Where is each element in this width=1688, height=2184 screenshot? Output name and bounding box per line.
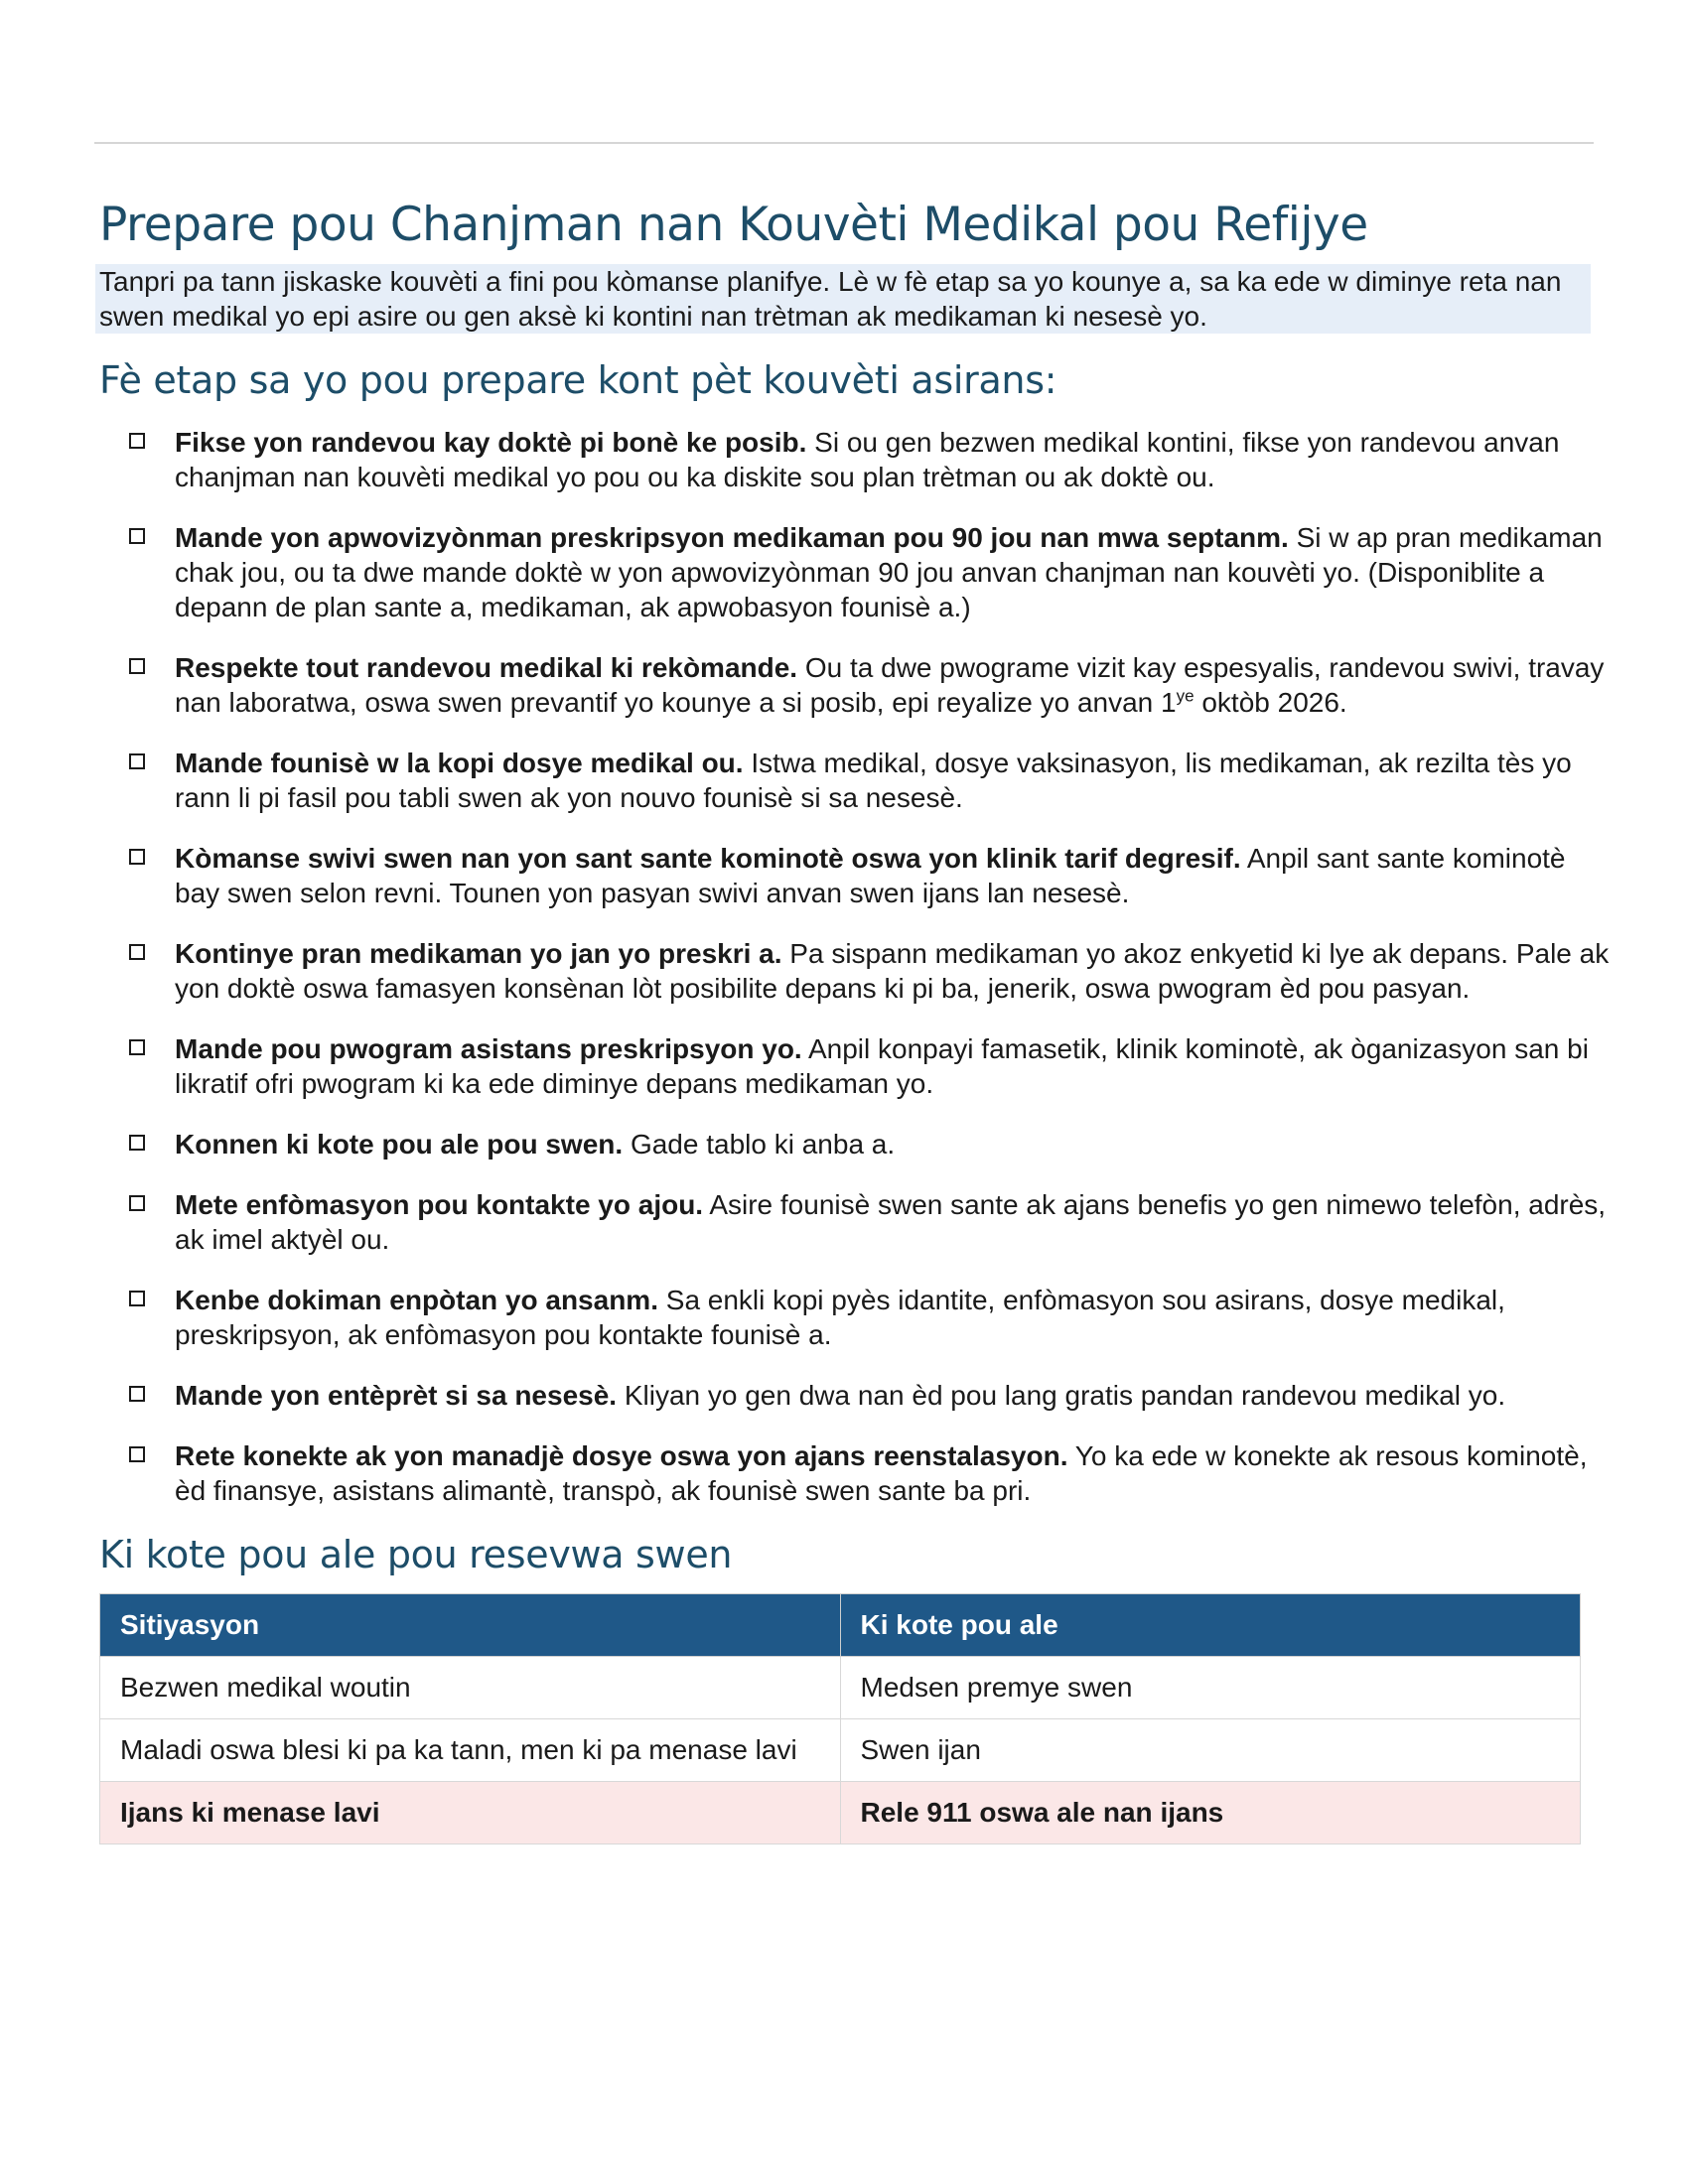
table-cell: Ijans ki menase lavi xyxy=(100,1782,841,1844)
checklist-item-text: Ou ta dwe pwograme vizit kay espesyalis, randevou swivi, travay nan laboratwa, oswa swen prevantif yo kounye a si posib, epi reyalize yo anvan 1 xyxy=(175,652,1605,718)
table-row xyxy=(100,1719,1581,1782)
checklist-item-text: Anpil sant sante kominotè bay swen selon revni. Tounen yon pasyan swivi anvan swen ijans lan nesesè. xyxy=(175,843,1566,908)
checkbox-icon xyxy=(129,1195,145,1211)
checklist-item xyxy=(99,936,1613,1006)
checklist-item-text: Gade tablo ki anba a. xyxy=(623,1129,896,1160)
checklist-item xyxy=(99,746,1613,815)
checklist-item-title: Mande yon entèprèt si sa nesesè. xyxy=(175,1380,618,1411)
checklist-item-text: Istwa medikal, dosye vaksinasyon, lis medikaman, ak rezilta tès yo rann li pi fasil pou tabli swen ak yon nouvo founisè si sa nesesè. xyxy=(175,748,1572,813)
checklist-item-title: Kenbe dokiman enpòtan yo ansanm. xyxy=(175,1285,658,1315)
checklist-item-text: Si ou gen bezwen medikal kontini, fikse yon randevou anvan chanjman nan kouvèti medikal yo pou ou ka diskite sou plan trètman ou ak doktè ou. xyxy=(175,427,1560,492)
care-heading: Ki kote pou ale pou resevwa swen xyxy=(99,1533,733,1576)
table-cell: Medsen premye swen xyxy=(840,1657,1581,1719)
checkbox-icon xyxy=(129,1386,145,1402)
checklist-item xyxy=(99,1378,1613,1413)
checklist-item-text: Pa sispann medikaman yo akoz enkyetid ki lye ak depans. Pale ak yon doktè oswa famasyen konsènan lòt posibilite depans ki pi ba, jenerik, oswa pwogram èd pou pasyan. xyxy=(175,938,1610,1004)
checklist-item-text-after: oktòb 2026. xyxy=(1194,687,1347,718)
checkbox-icon xyxy=(129,528,145,544)
checklist-item-text: Anpil konpayi famasetik, klinik kominotè, ak òganizasyon san bi likratif ofri pwogram ki ka ede diminye depans medikaman yo. xyxy=(175,1033,1589,1099)
table-cell: Maladi oswa blesi ki pa ka tann, men ki pa menase lavi xyxy=(100,1719,841,1782)
checkbox-icon xyxy=(129,1135,145,1151)
checklist-item-title: Mande founisè w la kopi dosye medikal ou. xyxy=(175,748,744,778)
checklist-item-text: Yo ka ede w konekte ak resous kominotè, èd finansye, asistans alimantè, transpò, ak founisè swen sante ba pri. xyxy=(175,1440,1588,1506)
checklist-item-title: Kontinye pran medikaman yo jan yo preskri a. xyxy=(175,938,782,969)
checklist-item-title: Mete enfòmasyon pou kontakte yo ajou. xyxy=(175,1189,704,1220)
checkbox-icon xyxy=(129,849,145,865)
intro-callout: Tanpri pa tann jiskaske kouvèti a fini pou kòmanse planifye. Lè w fè etap sa yo kounye a, sa ka ede w diminye reta nan swen medikal yo epi asire ou gen aksè ki kontini nan trètman ak medikaman ki nesesè yo. xyxy=(95,264,1591,334)
checkbox-icon xyxy=(129,1446,145,1462)
page-title: Prepare pou Chanjman nan Kouvèti Medikal pou Refijye xyxy=(99,198,1368,252)
checkbox-icon xyxy=(129,753,145,769)
checklist-item xyxy=(99,650,1613,720)
checklist-item xyxy=(99,1031,1613,1101)
steps-heading: Fè etap sa yo pou prepare kont pèt kouvèti asirans: xyxy=(99,358,1057,402)
checklist-item-title: Mande yon apwovizyònman preskripsyon medikaman pou 90 jou nan mwa septanm. xyxy=(175,522,1289,553)
checklist-item xyxy=(99,1438,1613,1508)
checklist-item xyxy=(99,520,1613,624)
care-table xyxy=(99,1593,1581,1844)
checklist-item-text: Kliyan yo gen dwa nan èd pou lang gratis pandan randevou medikal yo. xyxy=(617,1380,1506,1411)
table-cell: Rele 911 oswa ale nan ijans xyxy=(840,1782,1581,1844)
checklist-item-title: Konnen ki kote pou ale pou swen. xyxy=(175,1129,624,1160)
table-header-row xyxy=(100,1594,1581,1657)
checklist-item xyxy=(99,1187,1613,1257)
checklist-item-title: Mande pou pwogram asistans preskripsyon yo. xyxy=(175,1033,802,1064)
checklist-item xyxy=(99,1283,1613,1352)
table-cell: Bezwen medikal woutin xyxy=(100,1657,841,1719)
checklist-item xyxy=(99,1127,1613,1161)
checklist-item-text: Asire founisè swen sante ak ajans benefis yo gen nimewo telefòn, adrès, ak imel aktyèl ou. xyxy=(175,1189,1607,1255)
checklist-item-text: Si w ap pran medikaman chak jou, ou ta dwe mande doktè w yon apwovizyònman 90 jou anvan chanjman nan kouvèti yo. (Disponiblite a depann de plan sante a, medikaman, ak apwobasyon founisè a.) xyxy=(175,522,1603,622)
checklist-item-title: Respekte tout randevou medikal ki rekòmande. xyxy=(175,652,798,683)
checklist-item xyxy=(99,841,1613,910)
checklist xyxy=(99,425,1610,1508)
checkbox-icon xyxy=(129,1039,145,1055)
checkbox-icon xyxy=(129,433,145,449)
column-header-situation: Sitiyasyon xyxy=(100,1594,841,1657)
top-divider xyxy=(94,142,1594,144)
document-page xyxy=(99,195,1610,1844)
checkbox-icon xyxy=(129,658,145,674)
checklist-item-title: Fikse yon randevou kay doktè pi bonè ke posib. xyxy=(175,427,807,458)
checkbox-icon xyxy=(129,944,145,960)
table-row xyxy=(100,1657,1581,1719)
checklist-item-text: Sa enkli kopi pyès idantite, enfòmasyon sou asirans, dosye medikal, preskripsyon, ak enfòmasyon pou kontakte founisè a. xyxy=(175,1285,1505,1350)
column-header-where: Ki kote pou ale xyxy=(840,1594,1581,1657)
checklist-item xyxy=(99,425,1613,494)
table-cell: Swen ijan xyxy=(840,1719,1581,1782)
checklist-item-title: Kòmanse swivi swen nan yon sant sante kominotè oswa yon klinik tarif degresif. xyxy=(175,843,1241,874)
checkbox-icon xyxy=(129,1291,145,1306)
table-row-emergency xyxy=(100,1782,1581,1844)
checklist-item-title: Rete konekte ak yon manadjè dosye oswa yon ajans reenstalasyon. xyxy=(175,1440,1068,1471)
ordinal-superscript: ye xyxy=(1176,686,1195,706)
